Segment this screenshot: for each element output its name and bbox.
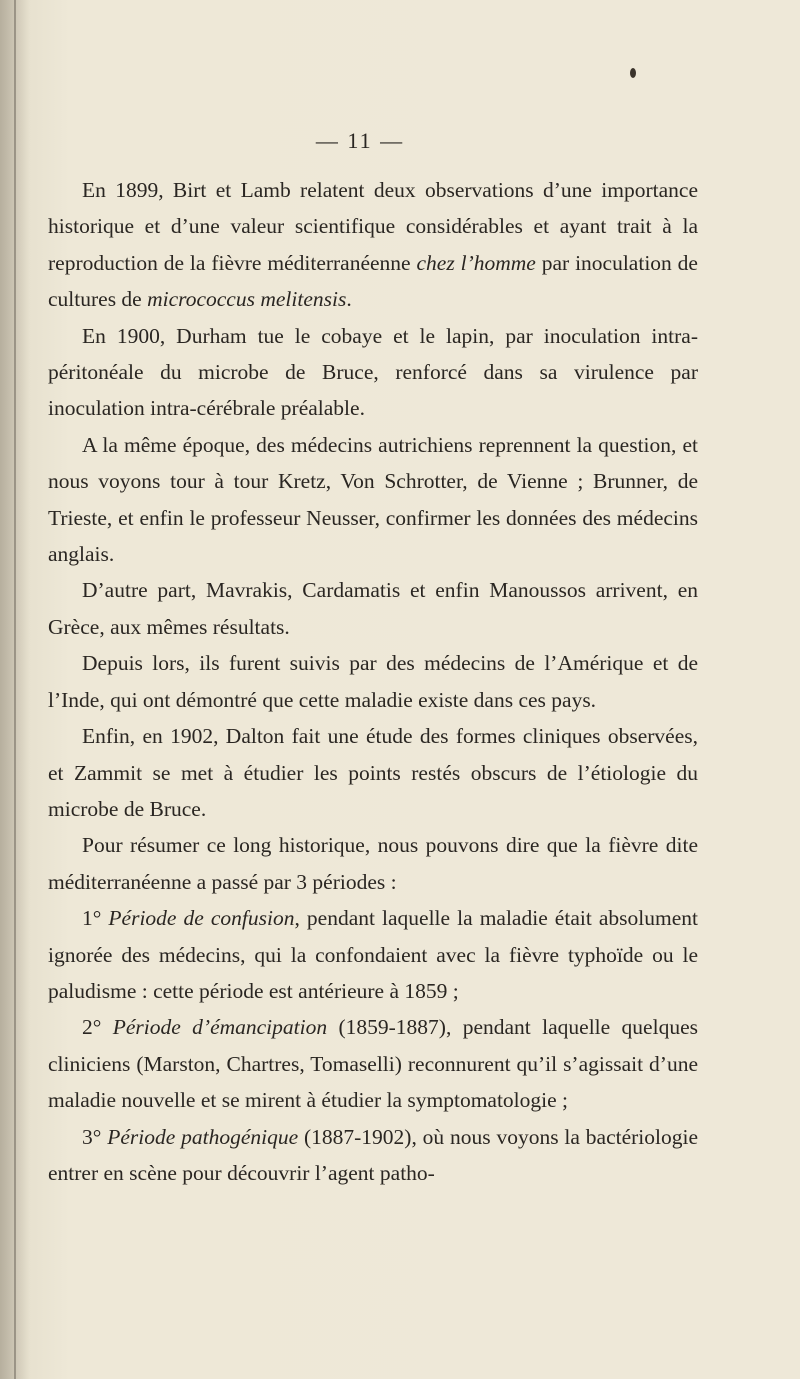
body-text [48, 172, 698, 1191]
paragraph [48, 1009, 698, 1118]
paragraph [48, 1119, 698, 1192]
italic-text: Période pathogénique [107, 1124, 299, 1149]
page-number: — 11 — [315, 128, 405, 153]
text-segment: En 1900, Durham tue le cobaye et le lapin, par inoculation intra-péritonéale du microbe de Bruce, renforcé dans sa virulence par inoculation intra-cérébrale préalable. [48, 323, 698, 421]
text-segment: . [346, 287, 352, 312]
text-segment: (1859-1887), pendant laquelle quelques cliniciens (Marston, Chartres, Tomaselli) reconnurent qu’il s’agissait d’une maladie nouvelle et se mirent à étudier la symptomatologie ; [48, 1015, 698, 1113]
ink-spot [630, 68, 636, 78]
paragraph [48, 900, 698, 1009]
paragraph [48, 718, 698, 827]
italic-text: Période d’émancipation [112, 1015, 328, 1040]
text-segment: D’autre part, Mavrakis, Cardamatis et enfin Manoussos arrivent, en Grèce, aux mêmes résultats. [48, 578, 698, 639]
italic-text: chez l’homme [416, 250, 536, 275]
italic-text: micrococcus melitensis [147, 287, 347, 312]
italic-text: Période de confusion [108, 906, 295, 931]
text-segment: Enfin, en 1902, Dalton fait une étude des formes cliniques observées, et Zammit se met à étudier les points restés obscurs de l’étiologie du microbe de Bruce. [48, 724, 698, 821]
text-segment: Depuis lors, ils furent suivis par des médecins de l’Amérique et de l’Inde, qui ont démontré que cette maladie existe dans ces pays. [48, 651, 698, 712]
text-segment: par inoculation de cultures de [48, 250, 698, 312]
paragraph [48, 645, 698, 718]
text-segment: 2° [82, 1015, 113, 1040]
text-segment: 1° [82, 906, 109, 931]
paragraph [48, 572, 698, 645]
text-segment: , pendant laquelle la maladie était absolument ignorée des médecins, qui la confondaient avec la fièvre typhoïde ou le paludisme : cette période est antérieure à 1859 ; [48, 906, 698, 1003]
paragraph [48, 172, 698, 318]
paragraph [48, 427, 698, 573]
text-segment: A la même époque, des médecins autrichiens reprennent la question, et nous voyons tour à tour Kretz, Von Schrotter, de Vienne ; Brunner, de Trieste, et enfin le professeur Neusser, confirmer les données des médecins anglais. [48, 432, 698, 567]
text-segment: 3° [82, 1124, 108, 1149]
text-segment: Pour résumer ce long historique, nous pouvons dire que la fièvre dite méditerranéenne a passé par 3 périodes : [48, 833, 698, 894]
text-segment: (1887-1902), où nous voyons la bactériologie entrer en scène pour découvrir l’agent patho- [48, 1124, 699, 1185]
paragraph [48, 318, 698, 427]
page-edge [14, 0, 16, 1379]
text-segment: En 1899, Birt et Lamb relatent deux observations d’une importance historique et d’une valeur scientifique considérables et ayant trait à la reproduction de la fièvre méditerranéenne [48, 178, 698, 275]
paragraph [48, 827, 698, 900]
